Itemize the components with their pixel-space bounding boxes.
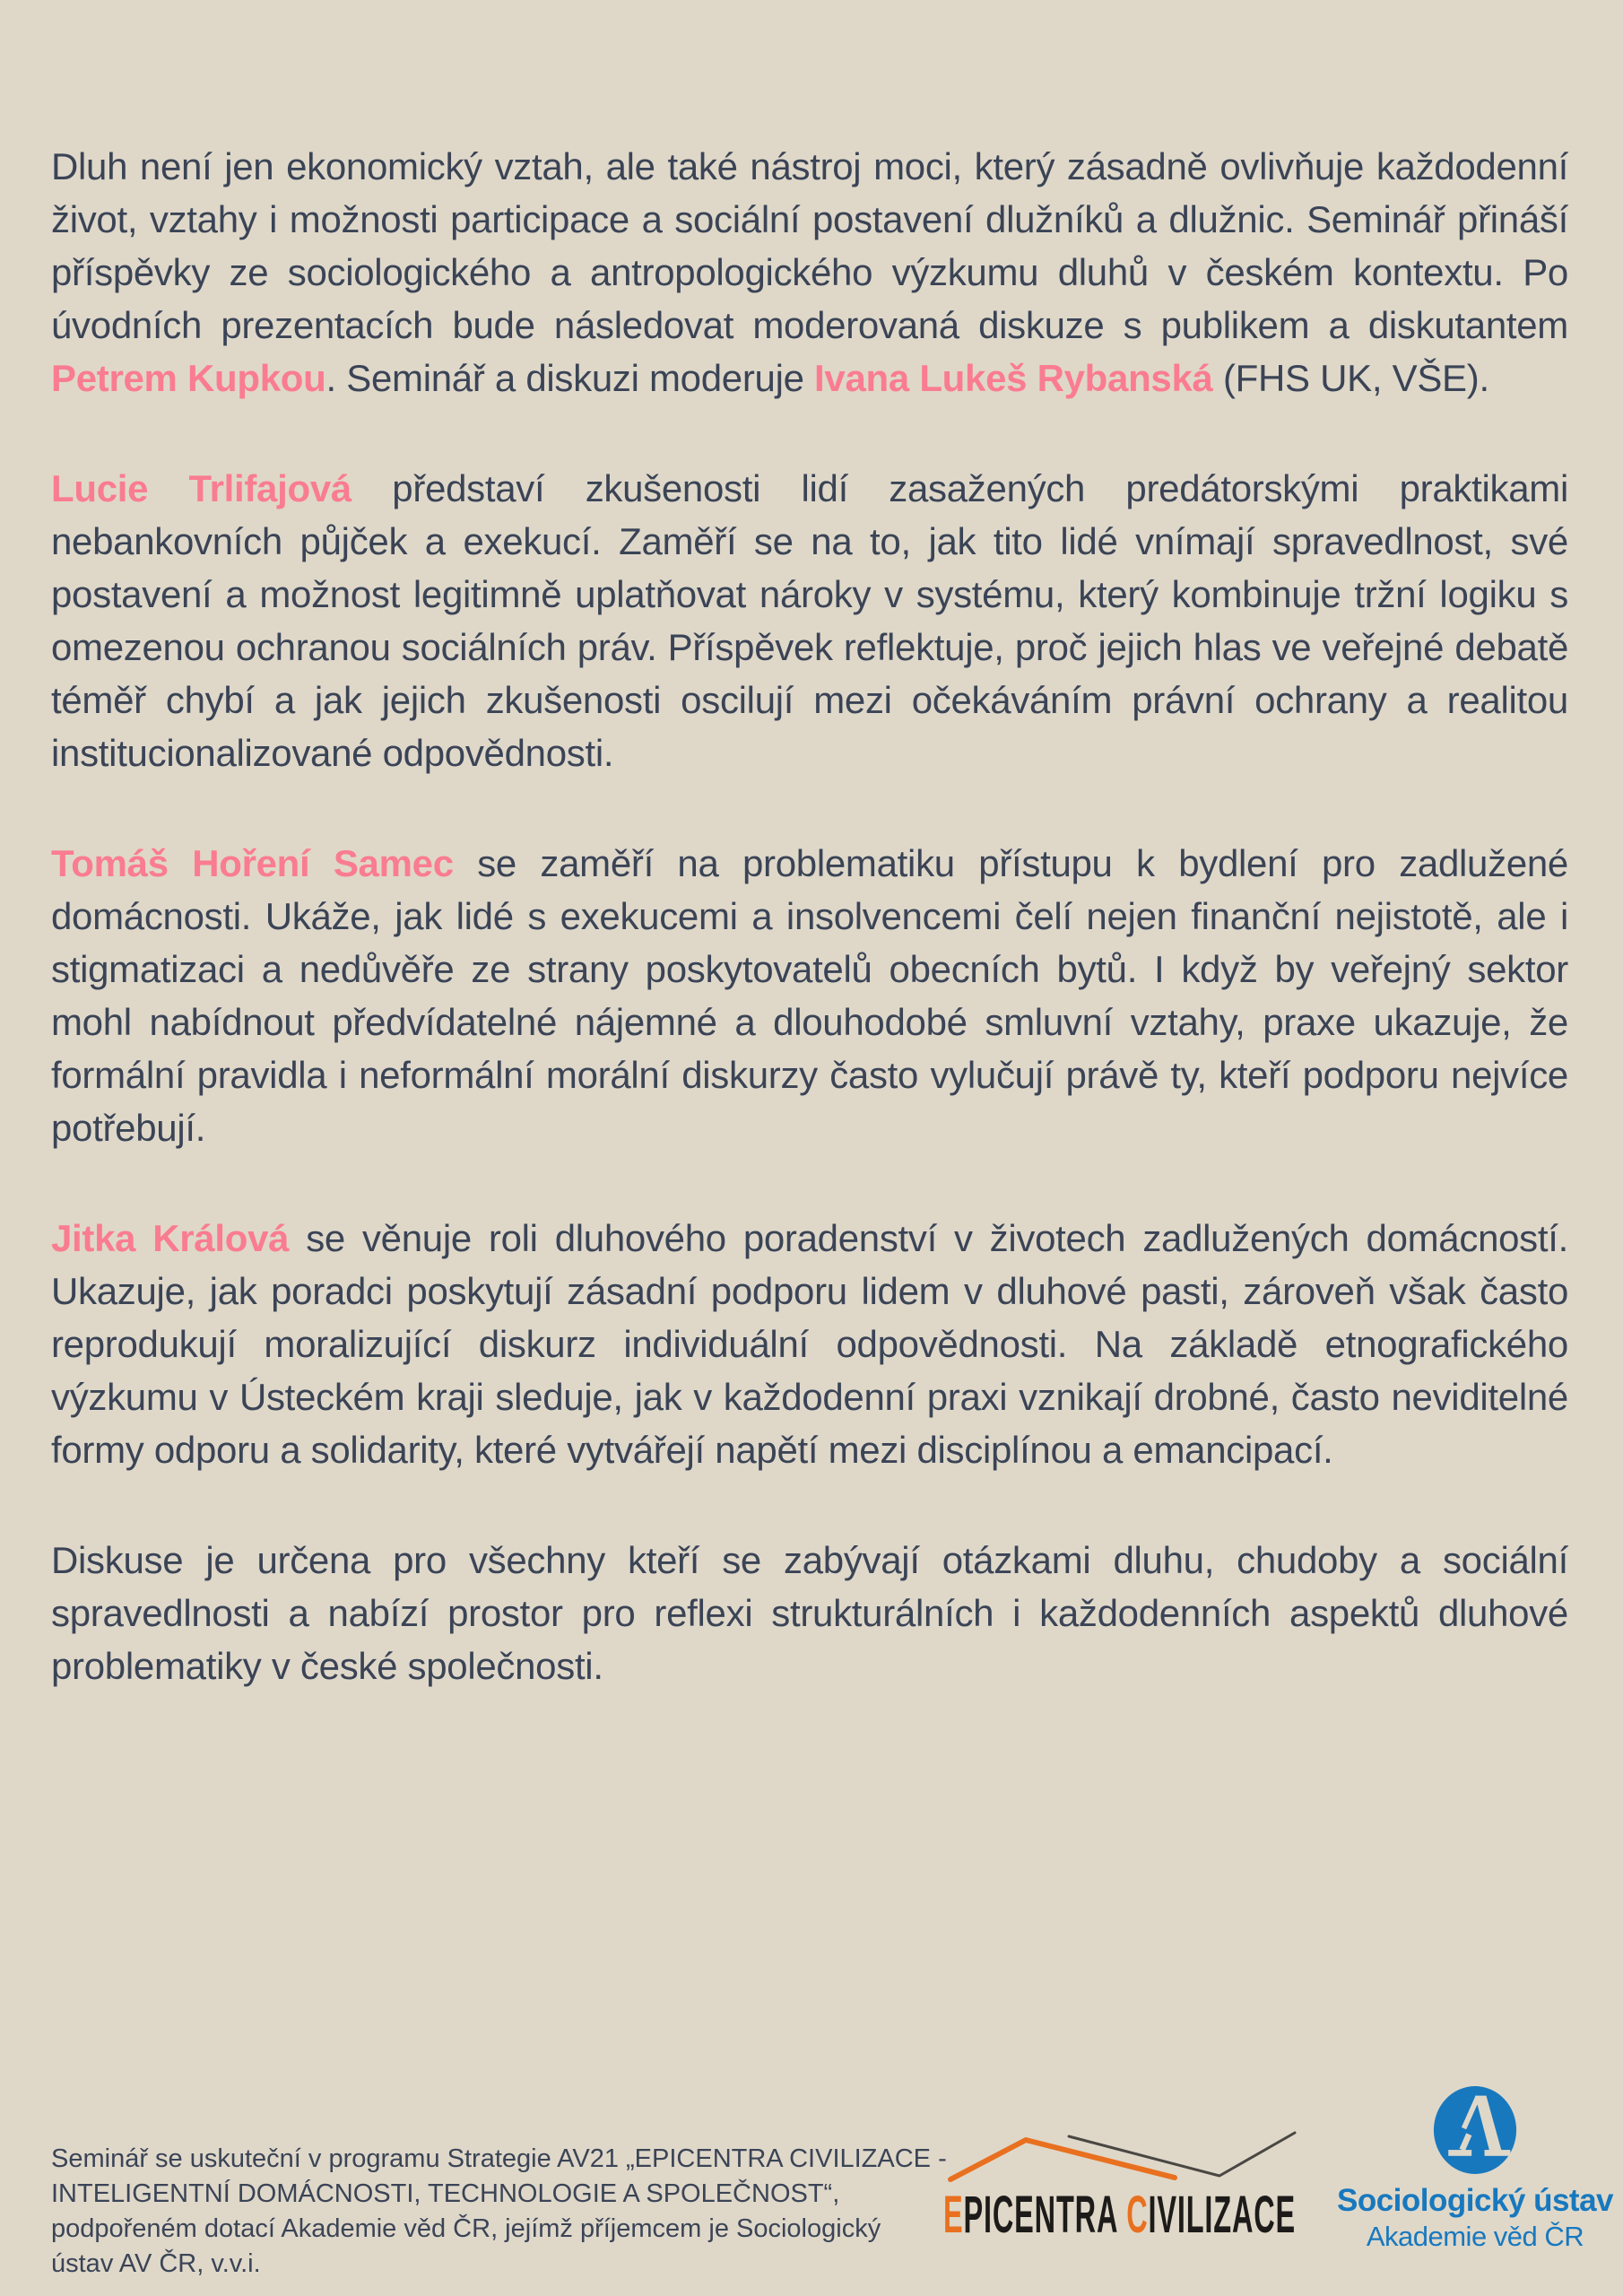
epicentra-initial-e: E: [943, 2186, 964, 2244]
text-run: představí zkušenosti lidí zasažených predátorskými praktikami nebankovních půjček a exekucí. Zaměří se na to, jak tito lidé vnímají spravedlnost, své postavení a možnost legitimně uplatňovat nároky v systému, který kombinuje tržní logiku s omezenou ochranou sociálních práv. Příspěvek reflektuje, proč jejich hlas ve veřejné debatě téměř chybí a jak jejich zkušenosti oscilují mezi očekáváním právní ochrany a realitou institucionalizované odpovědnosti.: [51, 467, 1568, 774]
academy-of-sciences-name: Akademie věd ČR: [1366, 2221, 1584, 2252]
epicentra-word1: PICENTRA: [963, 2186, 1119, 2244]
epicentra-roofline-icon: [943, 2122, 1324, 2192]
text-run: Dluh není jen ekonomický vztah, ale také nástroj moci, který zásadně ovlivňuje každodenní život, vztahy i možnosti participace a sociální postavení dlužníků a dlužnic. Seminář přináší příspěvky ze sociologického a antropologického výzkumu dluhů v českém kontextu. Po úvodních prezentacích bude následovat moderovaná diskuze s publikem a diskutantem: [51, 145, 1568, 346]
seminar-description: [51, 140, 1568, 1750]
paragraph-lucie-trlifajova: [51, 462, 1568, 779]
text-run: Diskuse je určena pro všechny kteří se zabývají otázkami dluhu, chudoby a sociální spravedlnosti a nabízí prostor pro reflexi strukturálních i každodenních aspektů dluhové problematiky v české společnosti.: [51, 1539, 1568, 1687]
text-run: (FHS UK, VŠE).: [1212, 357, 1489, 399]
sociology-institute-name: Sociologický ústav: [1336, 2183, 1614, 2218]
person-name-lucie-trlifajova: Lucie Trlifajová: [51, 467, 352, 509]
text-run: . Seminář a diskuzi moderuje: [325, 357, 815, 399]
paragraph-intro: [51, 140, 1568, 404]
academy-a-disc-icon: [1432, 2084, 1518, 2176]
person-name-tomas-horeni-samec: Tomáš Hoření Samec: [51, 842, 454, 884]
text-run: se zaměří na problematiku přístupu k bydlení pro zadlužené domácnosti. Ukáže, jak lidé s exekucemi a insolvencemi čelí nejen finanční nejistotě, ale i stigmatizaci a nedůvěře ze strany poskytovatelů obecních bytů. I když by veřejný sektor mohl nabídnout předvídatelné nájemné a dlouhodobé smluvní vztahy, praxe ukazuje, že formální pravidla i neformální morální diskurzy často vylučují právě ty, kteří podporu nejvíce potřebují.: [51, 842, 1568, 1149]
person-name-ivana-lukes-rybanska: Ivana Lukeš Rybanská: [814, 357, 1213, 399]
person-name-petrem-kupkou: Petrem Kupkou: [51, 357, 326, 399]
person-name-jitka-kralova: Jitka Králová: [51, 1217, 290, 1259]
sociologicky-ustav-logo: [1336, 2084, 1614, 2253]
epicentra-word2: IVILIZACE: [1148, 2186, 1297, 2244]
funding-note: Seminář se uskuteční v programu Strategie AV21 „EPICENTRA CIVILIZACE - INTELIGENTNÍ DOMÁCNOSTI, TECHNOLOGIE A SPOLEČNOST“, podpořeném dotací Akademie věd ČR, jejímž příjemcem je Sociologický ústav AV ČR, v.v.i.: [51, 2144, 947, 2278]
text-run: se věnuje roli dluhového poradenství v životech zadlužených domácností. Ukazuje, jak poradci poskytují zásadní podporu lidem v dluhové pasti, zároveň však často reprodukují moralizující diskurz individuální odpovědnosti. Na základě etnografického výzkumu v Ústeckém kraji sleduje, jak v každodenní praxi vznikají drobné, často neviditelné formy odporu a solidarity, které vytvářejí napětí mezi disciplínou a emancipací.: [51, 1217, 1568, 1471]
epicentra-initial-c: C: [1126, 2186, 1149, 2244]
epicentra-wordmark: [943, 2185, 1297, 2245]
paragraph-discussion: [51, 1534, 1568, 1692]
epicentra-civilizace-logo: [943, 2122, 1329, 2245]
paragraph-tomas-horeni-samec: [51, 837, 1568, 1154]
paragraph-jitka-kralova: [51, 1212, 1568, 1476]
